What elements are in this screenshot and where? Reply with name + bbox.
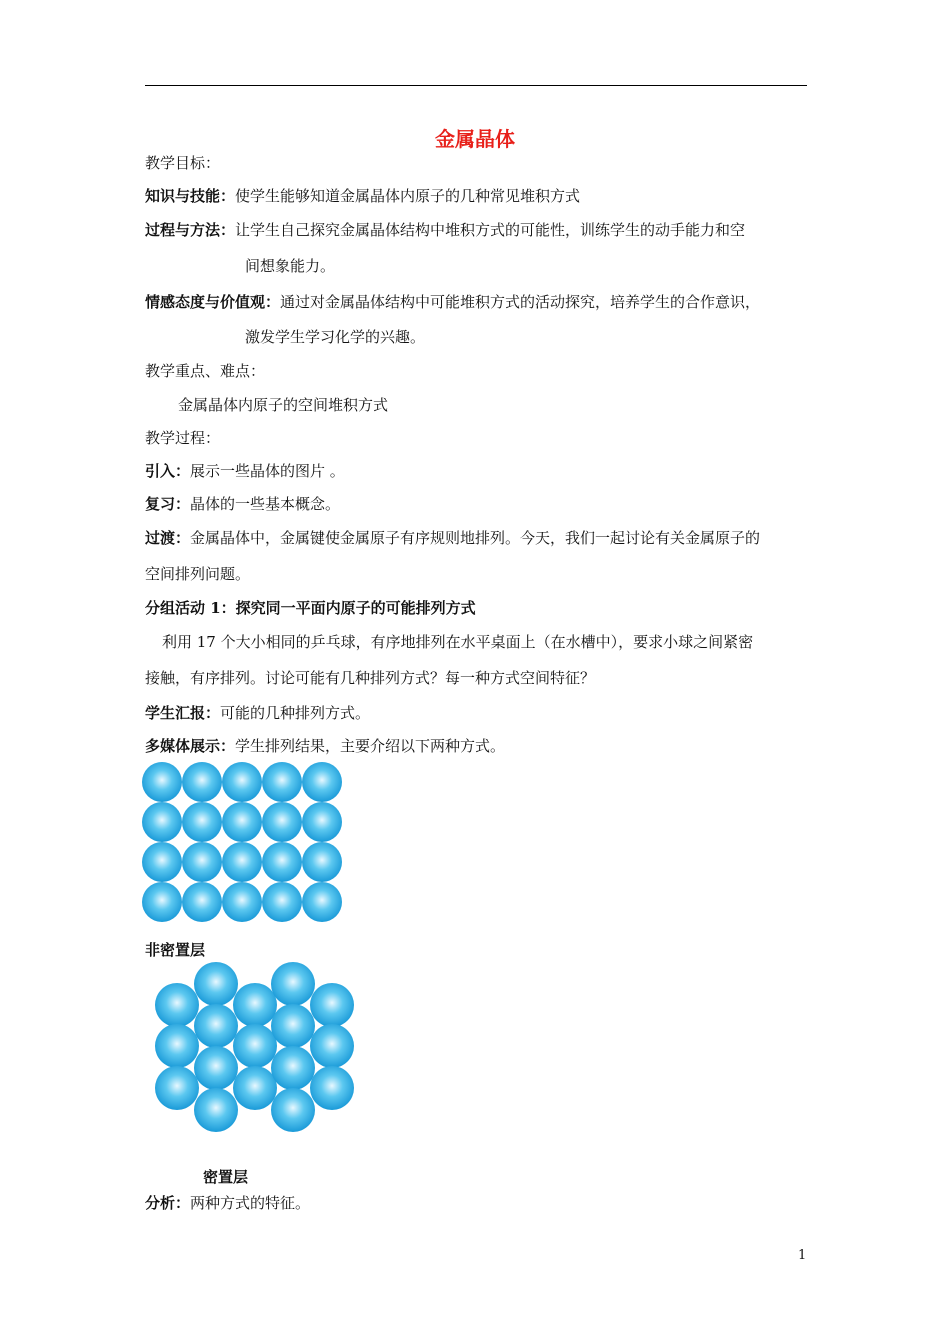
sphere: [222, 882, 262, 922]
transition-text-2: 空间排列问题。: [145, 565, 251, 583]
report-line: [145, 703, 370, 723]
fig2-caption: 密置层: [203, 1168, 249, 1186]
transition-line: [145, 528, 760, 548]
sphere: [310, 983, 354, 1027]
page-number: 1: [798, 1248, 807, 1263]
sphere: [271, 1088, 315, 1132]
review-label: 复习：: [145, 495, 191, 513]
knowledge-label: 知识与技能：: [145, 187, 236, 205]
intro-label: 引入：: [145, 462, 191, 480]
non-close-packed-layer-figure: [140, 760, 345, 925]
sphere: [233, 1024, 277, 1068]
sphere: [302, 762, 342, 802]
emotion-label: 情感态度与价值观：: [145, 293, 281, 311]
close-packed-layer-figure: [150, 960, 360, 1145]
multimedia-label: 多媒体展示：: [145, 737, 236, 755]
sphere: [271, 962, 315, 1006]
process-line: [145, 220, 745, 240]
sphere: [142, 762, 182, 802]
sphere: [222, 802, 262, 842]
sphere: [142, 802, 182, 842]
emotion-text: 通过对金属晶体结构中可能堆积方式的活动探究，培养学生的合作意识，: [280, 293, 761, 311]
sphere: [233, 1066, 277, 1110]
keypoints-text: 金属晶体内原子的空间堆积方式: [178, 396, 389, 414]
sphere: [262, 802, 302, 842]
sphere: [182, 842, 222, 882]
emotion-line: [145, 292, 760, 312]
sphere: [194, 1088, 238, 1132]
sphere: [182, 762, 222, 802]
fig1-caption: 非密置层: [145, 941, 206, 959]
activity-text: 利用 17 个大小相同的乒乓球，有序地排列在水平桌面上（在水槽中），要求小球之间紧密: [162, 633, 754, 651]
sphere: [142, 882, 182, 922]
sphere: [155, 1066, 199, 1110]
sphere: [194, 1046, 238, 1090]
sphere: [155, 1024, 199, 1068]
sphere: [222, 762, 262, 802]
review-text: 晶体的一些基本概念。: [190, 495, 341, 513]
sphere: [233, 983, 277, 1027]
emotion-text-2: 激发学生学习化学的兴趣。: [245, 328, 426, 346]
sphere: [271, 1004, 315, 1048]
knowledge-text: 使学生能够知道金属晶体内原子的几种常见堆积方式: [235, 187, 581, 205]
knowledge-line: [145, 186, 580, 206]
analysis-line: [145, 1193, 310, 1213]
intro-text: 展示一些晶体的图片 。: [190, 462, 345, 480]
sphere: [302, 802, 342, 842]
sphere: [310, 1066, 354, 1110]
sphere: [302, 842, 342, 882]
header-rule: [145, 85, 807, 86]
keypoints-heading: 教学重点、难点：: [145, 362, 266, 380]
multimedia-text: 学生排列结果，主要介绍以下两种方式。: [235, 737, 506, 755]
process-label: 过程与方法：: [145, 221, 236, 239]
sphere: [194, 1004, 238, 1048]
sphere: [302, 882, 342, 922]
activity-heading: 分组活动 1：探究同一平面内原子的可能排列方式: [145, 599, 476, 617]
sphere: [222, 842, 262, 882]
sphere: [271, 1046, 315, 1090]
sphere: [262, 762, 302, 802]
review-line: [145, 494, 340, 514]
sphere: [182, 802, 222, 842]
process-text-2: 间想象能力。: [245, 257, 336, 275]
multimedia-line: [145, 736, 505, 756]
transition-text: 金属晶体中，金属键使金属原子有序规则地排列。今天，我们一起讨论有关金属原子的: [190, 529, 761, 547]
sphere: [262, 842, 302, 882]
sphere: [182, 882, 222, 922]
sphere: [262, 882, 302, 922]
sphere: [155, 983, 199, 1027]
intro-line: [145, 461, 345, 481]
report-label: 学生汇报：: [145, 704, 221, 722]
transition-label: 过渡：: [145, 529, 191, 547]
procedure-heading: 教学过程：: [145, 429, 221, 447]
sphere: [194, 962, 238, 1006]
activity-text-2: 接触，有序排列。讨论可能有几种排列方式？每一种方式空间特征？: [145, 669, 596, 687]
sphere: [142, 842, 182, 882]
sphere: [310, 1024, 354, 1068]
analysis-label: 分析：: [145, 1194, 191, 1212]
objectives-heading: 教学目标：: [145, 154, 221, 172]
page-title: 金属晶体: [435, 127, 515, 151]
report-text: 可能的几种排列方式。: [220, 704, 371, 722]
process-text: 让学生自己探究金属晶体结构中堆积方式的可能性，训练学生的动手能力和空: [235, 221, 746, 239]
analysis-text: 两种方式的特征。: [190, 1194, 311, 1212]
